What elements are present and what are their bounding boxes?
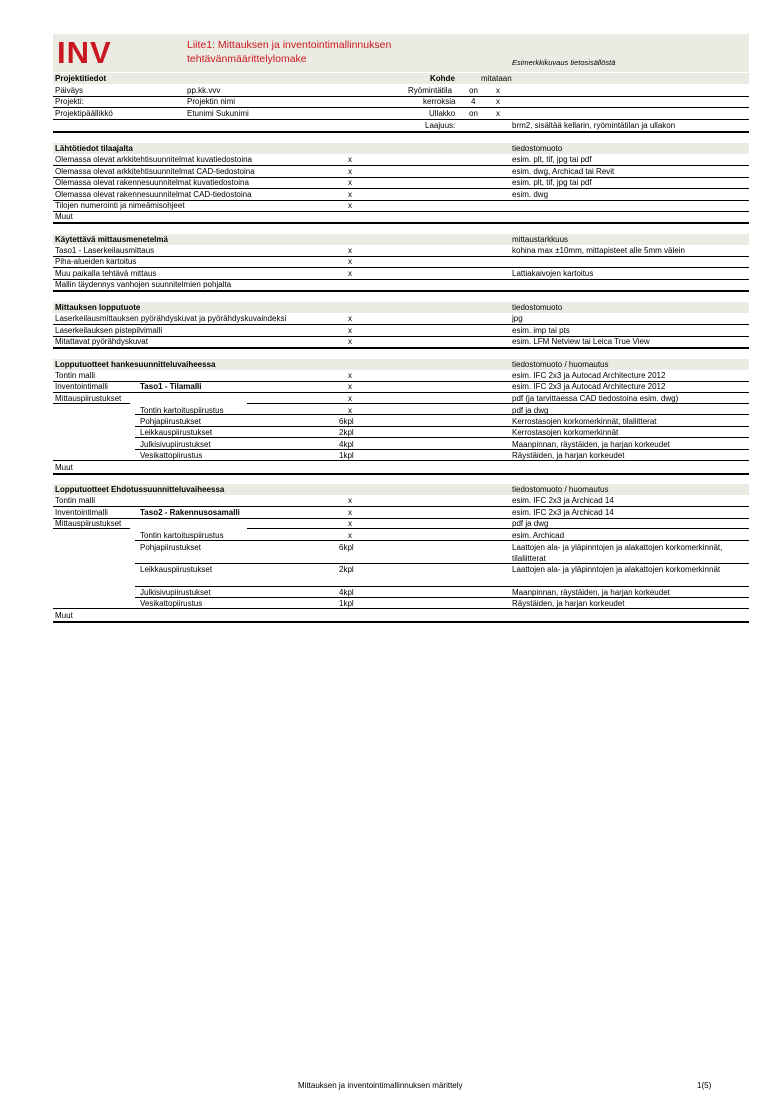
row-muut bbox=[53, 610, 749, 623]
row-mark: x bbox=[348, 246, 352, 255]
section-heading: Käytettävä mittausmenetelmä bbox=[55, 235, 168, 244]
format-heading: tiedostomuoto bbox=[512, 144, 563, 153]
row-paallikko bbox=[53, 108, 749, 119]
row-note: Räystäiden, ja harjan korkeudet bbox=[512, 451, 625, 460]
kerroksia-value: 4 bbox=[471, 97, 476, 106]
row-label: Inventointimalli bbox=[55, 508, 108, 517]
table-row bbox=[53, 542, 749, 564]
row-qty: 4kpl bbox=[339, 588, 354, 597]
rule bbox=[135, 540, 749, 541]
example-note: Esimerkkikuvaus tietosisällöstä bbox=[512, 58, 616, 67]
row-label: Tontin kartoituspiirustus bbox=[140, 531, 224, 540]
section-lahtotiedot bbox=[53, 143, 749, 154]
section-heading: Mittauksen lopputuote bbox=[55, 303, 141, 312]
row-mark: x bbox=[348, 155, 352, 164]
row-qty: 2kpl bbox=[339, 565, 354, 574]
row-label: Muu paikalla tehtävä mittaus bbox=[55, 269, 157, 278]
row-label: Vesikattopiirustus bbox=[140, 599, 203, 608]
row-label: Laserkeilauksen pistepilvimalli bbox=[55, 326, 163, 335]
row-mark: x bbox=[348, 496, 352, 505]
ryomintatila-label: Ryömintätila bbox=[408, 86, 453, 95]
row-qty: x bbox=[348, 531, 352, 540]
row-note: Laattojen ala- ja yläpinntojen ja alakattojen korkomerkinnät, tilaliitterat bbox=[512, 543, 723, 563]
row-qty: 1kpl bbox=[339, 599, 354, 608]
row-label: Olemassa olevat arkkitehtisuunnitelmat kuvatiedostoina bbox=[55, 155, 252, 164]
rule bbox=[53, 119, 749, 120]
rule bbox=[247, 403, 749, 404]
row-note: pdf ja dwg bbox=[512, 406, 549, 415]
row-note: Kerrostasojen korkomerkinnät bbox=[512, 428, 619, 437]
table-row bbox=[53, 256, 749, 268]
row-label: Taso1 - Laserkeilausmittaus bbox=[55, 246, 155, 255]
ryomintatila-x: x bbox=[496, 86, 500, 95]
kerroksia-label: kerroksia bbox=[423, 97, 456, 106]
row-label: Mittauspiirustukset bbox=[55, 519, 122, 528]
accuracy-heading: mittaustarkkuus bbox=[512, 235, 569, 244]
row-note: Lattiakaivojen kartoitus bbox=[512, 269, 594, 278]
mitataan-label: mitataan bbox=[481, 74, 512, 83]
ryomintatila-on: on bbox=[469, 86, 478, 95]
row-note: Maanpinnan, räystäiden, ja harjan korkeudet bbox=[512, 588, 670, 597]
section-mittausmenetelma bbox=[53, 234, 749, 245]
section-heading: Lopputuotteet hankesuunnitteluvaiheessa bbox=[55, 360, 216, 369]
row-note: pdf (ja tarvittaessa CAD tiedostoina esim. dwg) bbox=[512, 394, 679, 403]
rule bbox=[135, 563, 749, 564]
row-qty: 1kpl bbox=[339, 451, 354, 460]
row-note: esim. plt, tif, jpg tai pdf bbox=[512, 178, 592, 187]
format-heading: tiedostomuoto / huomautus bbox=[512, 360, 609, 369]
section-heading: Projektitiedot bbox=[55, 74, 107, 83]
row-label: Olemassa olevat rakennesuunnitelmat kuvatiedostoina bbox=[55, 178, 249, 187]
section-heading: Lähtötiedot tilaajalta bbox=[55, 144, 133, 153]
row-muut bbox=[53, 462, 749, 475]
row-label: Mittauspiirustukset bbox=[55, 394, 122, 403]
table-row bbox=[53, 177, 749, 189]
row-mark: x bbox=[348, 257, 352, 266]
row-label: Pohjapiirustukset bbox=[140, 543, 201, 552]
row-label: Tilojen numerointi ja nimeämisohjeet bbox=[55, 201, 185, 210]
inv-logo: INV bbox=[57, 35, 112, 70]
row-note: Kerrostasojen korkomerkinnät, tilaliitterat bbox=[512, 417, 657, 426]
rule bbox=[53, 131, 749, 133]
row-note: esim. Archicad bbox=[512, 531, 565, 540]
row-mark: x bbox=[348, 314, 352, 323]
projekti-value: Projektin nimi bbox=[187, 97, 236, 106]
row-note: esim. LFM Netview tai Leica True View bbox=[512, 337, 650, 346]
row-note: esim. IFC 2x3 ja Archicad 14 bbox=[512, 496, 614, 505]
row-label: Mallin täydennys vanhojen suunnitelmien pohjalta bbox=[55, 280, 232, 289]
table-row bbox=[53, 381, 749, 393]
row-note: kohina max ±10mm, mittapisteet alle 5mm välein bbox=[512, 246, 685, 255]
model-level: Taso2 - Rakennusosamalli bbox=[140, 508, 240, 517]
table-row bbox=[53, 336, 749, 349]
rule bbox=[135, 414, 749, 415]
rule bbox=[53, 608, 749, 609]
row-note: esim. plt, tif, jpg tai pdf bbox=[512, 155, 592, 164]
laajuus-value: brm2, sisältää kellarin, ryömintätilan ja ullakon bbox=[512, 121, 676, 130]
ullakko-label: Ullakko bbox=[429, 109, 456, 118]
row-note: esim. IFC 2x3 ja Autocad Architecture 2012 bbox=[512, 382, 666, 391]
table-row bbox=[53, 279, 749, 292]
row-label: Leikkauspiirustukset bbox=[140, 565, 213, 574]
title-line-2: tehtävänmäärittelylomake bbox=[187, 53, 307, 65]
row-mark: x bbox=[348, 178, 352, 187]
model-level: Taso1 - Tilamalli bbox=[140, 382, 202, 391]
row-label: Mitattavat pyörähdyskuvat bbox=[55, 337, 148, 346]
row-note: esim. imp tai pts bbox=[512, 326, 570, 335]
row-note: Maanpinnan, räystäiden, ja harjan korkeudet bbox=[512, 440, 670, 449]
kerroksia-x: x bbox=[496, 97, 500, 106]
rule bbox=[53, 528, 130, 529]
row-mark: x bbox=[348, 201, 352, 210]
row-qty: 6kpl bbox=[339, 417, 354, 426]
row-qty: 2kpl bbox=[339, 428, 354, 437]
section-ehdotussuunnittelu bbox=[53, 484, 749, 495]
row-note: esim. dwg, Archicad tai Revit bbox=[512, 167, 615, 176]
row-mark: x bbox=[348, 190, 352, 199]
muut-label: Muut bbox=[55, 611, 73, 620]
table-row bbox=[53, 495, 749, 507]
row-laajuus bbox=[53, 120, 749, 131]
row-mark: x bbox=[348, 167, 352, 176]
row-mark: x bbox=[348, 519, 352, 528]
projekti-label: Projekti: bbox=[55, 97, 84, 106]
row-mark: x bbox=[348, 326, 352, 335]
row-label: Olemassa olevat rakennesuunnitelmat CAD-tiedostoina bbox=[55, 190, 252, 199]
row-note: pdf ja dwg bbox=[512, 519, 549, 528]
section-projektitiedot bbox=[53, 73, 749, 84]
row-label: Laserkeilausmittauksen pyörähdyskuvat ja pyörähdyskuvaindeksi bbox=[55, 314, 287, 323]
paivays-label: Päiväys bbox=[55, 86, 84, 95]
paallikko-value: Etunimi Sukunimi bbox=[187, 109, 249, 118]
laajuus-label: Laajuus: bbox=[425, 121, 456, 130]
section-heading: Lopputuotteet Ehdotussuunnitteluvaiheessa bbox=[55, 485, 225, 494]
row-label: Pohjapiirustukset bbox=[140, 417, 201, 426]
row-label: Julkisivupiirustukset bbox=[140, 588, 211, 597]
row-label: Tontin kartoituspiirustus bbox=[140, 406, 224, 415]
row-mark: x bbox=[348, 508, 352, 517]
table-row bbox=[53, 564, 749, 586]
rule bbox=[135, 426, 749, 427]
paivays-value: pp.kk.vvv bbox=[187, 86, 221, 95]
rule bbox=[135, 437, 749, 438]
rule bbox=[247, 528, 749, 529]
footer-title: Mittauksen ja inventointimallinnuksen märittely bbox=[298, 1081, 463, 1090]
row-note: Laattojen ala- ja yläpinntojen ja alakattojen korkomerkinnät bbox=[512, 565, 721, 574]
row-mark: x bbox=[348, 382, 352, 391]
ullakko-x: x bbox=[496, 109, 500, 118]
row-projekti bbox=[53, 96, 749, 108]
row-note: esim. IFC 2x3 ja Autocad Architecture 2012 bbox=[512, 371, 666, 380]
ullakko-on: on bbox=[469, 109, 478, 118]
section-lopputuote bbox=[53, 302, 749, 313]
row-mark: x bbox=[348, 337, 352, 346]
format-heading: tiedostomuoto / huomautus bbox=[512, 485, 609, 494]
row-label: Vesikattopiirustus bbox=[140, 451, 203, 460]
row-qty: 4kpl bbox=[339, 440, 354, 449]
header-band bbox=[53, 34, 749, 72]
row-mark: x bbox=[348, 371, 352, 380]
kohde-label: Kohde bbox=[430, 74, 455, 83]
document-title bbox=[187, 38, 391, 66]
muut-label: Muut bbox=[55, 463, 73, 472]
format-heading: tiedostomuoto bbox=[512, 303, 563, 312]
muut-label: Muut bbox=[55, 212, 73, 221]
paallikko-label: Projektipäällikkö bbox=[55, 109, 113, 118]
page-number: 1(5) bbox=[697, 1081, 712, 1090]
row-note: jpg bbox=[512, 314, 523, 323]
row-label: Tontin malli bbox=[55, 496, 96, 505]
row-note: esim. dwg bbox=[512, 190, 549, 199]
rule bbox=[135, 597, 749, 598]
rule bbox=[53, 460, 749, 461]
row-mark: x bbox=[348, 394, 352, 403]
row-qty: x bbox=[348, 406, 352, 415]
row-label: Olemassa olevat arkkitehtisuunnitelmat CAD-tiedostoina bbox=[55, 167, 255, 176]
rule bbox=[135, 449, 749, 450]
row-label: Julkisivupiirustukset bbox=[140, 440, 211, 449]
rule bbox=[135, 586, 749, 587]
title-line-1: Liite1: Mittauksen ja inventointimallinnuksen bbox=[187, 39, 392, 51]
row-muut bbox=[53, 211, 749, 224]
table-row bbox=[53, 154, 749, 166]
row-note: Räystäiden, ja harjan korkeudet bbox=[512, 599, 625, 608]
row-note: esim. IFC 2x3 ja Archicad 14 bbox=[512, 508, 614, 517]
row-qty: 6kpl bbox=[339, 543, 354, 552]
section-hankesuunnittelu bbox=[53, 359, 749, 370]
table-row bbox=[53, 313, 749, 325]
row-label: Inventointimalli bbox=[55, 382, 108, 391]
rule bbox=[53, 403, 130, 404]
row-label: Leikkauspiirustukset bbox=[140, 428, 213, 437]
row-label: Piha-alueiden kartoitus bbox=[55, 257, 137, 266]
row-label: Tontin malli bbox=[55, 371, 96, 380]
row-mark: x bbox=[348, 269, 352, 278]
